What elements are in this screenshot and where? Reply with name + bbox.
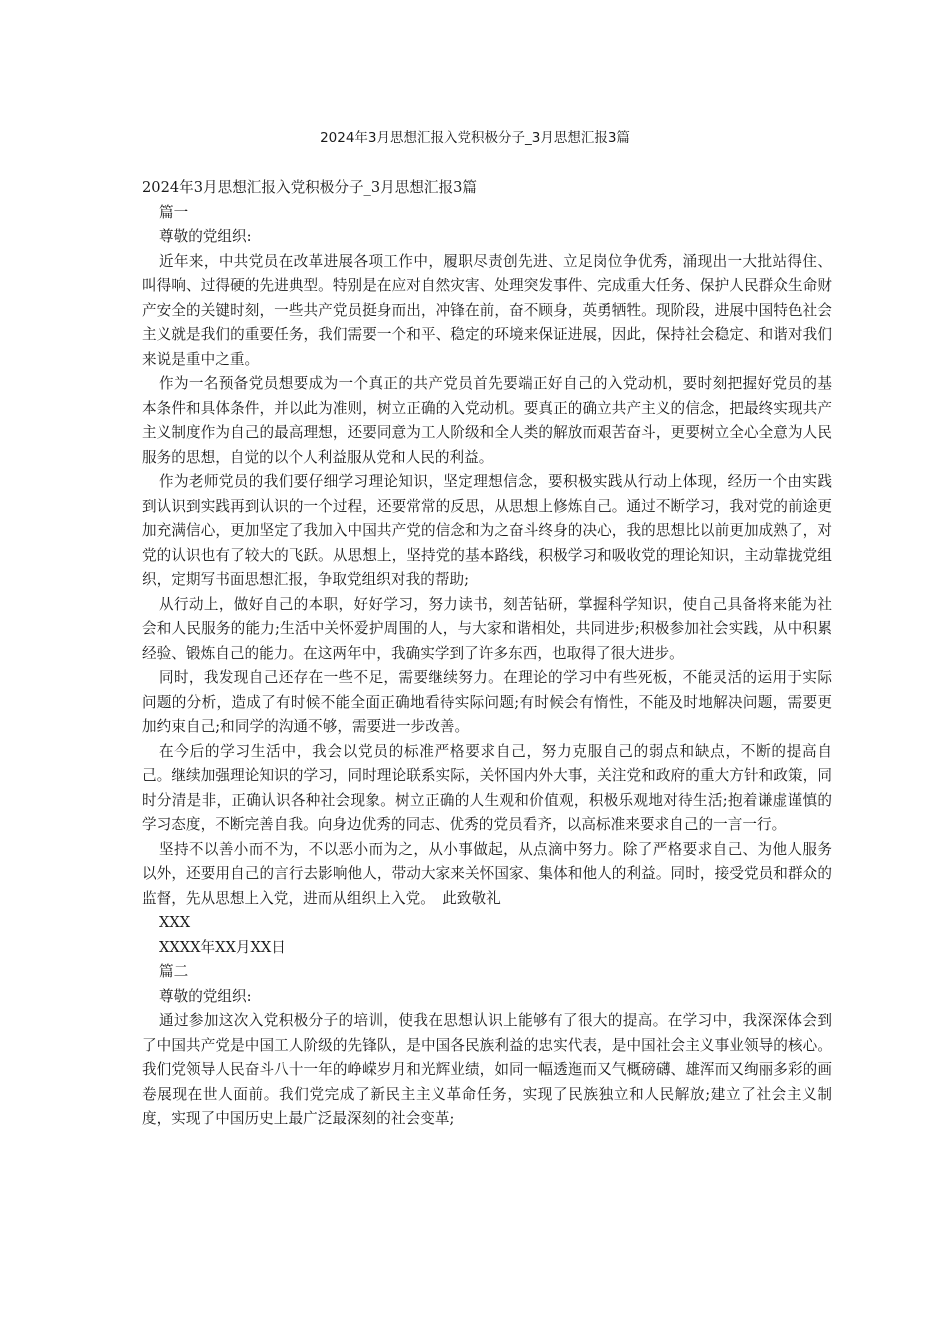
salutation: 尊敬的党组织: [159, 228, 252, 245]
document-title: 2024年3月思想汇报入党积极分子_3月思想汇报3篇 [320, 130, 630, 146]
signature: XXX [159, 914, 191, 931]
paragraph: 通过参加这次入党积极分子的培训，使我在思想认识上能够有了很大的提高。在学习中，我深深体会到了中国共产党是中国工人阶级的先锋队，是中国各民族利益的忠实代表，是中国社会主义事业领导的核心。我们党领导人民奋斗八十一年的峥嵘岁月和光辉业绩，如同一幅透迤而又气概磅礴、雄浑而又绚丽多彩的画卷展现在世人面前。我们党完成了新民主主义革命任务，实现了民族独立和人民解放;建立了社会主义制度，实现了中国历史上最广泛最深刻的社会变革; [142, 1012, 832, 1127]
section-heading: 篇一 [159, 203, 189, 221]
paragraph: 作为一名预备党员想要成为一个真正的共产党员首先要端正好自己的入党动机，要时刻把握好党员的基本条件和具体条件，并以此为准则，树立正确的入党动机。要真正的确立共产主义的信念，把最终实现共产主义制度作为自己的最高理想，还要同意为工人阶级和全人类的解放而艰苦奋斗，更要树立全心全意为人民服务的思想，自觉的以个人利益服从党和人民的利益。 [142, 375, 832, 466]
document-subtitle: 2024年3月思想汇报入党积极分子_3月思想汇报3篇 [142, 179, 477, 196]
date-line: XXXX年XX月XX日 [159, 938, 286, 956]
paragraph: 坚持不以善小而不为，不以恶小而为之，从小事做起，从点滴中努力。除了严格要求自己、为他人服务以外，还要用自己的言行去影响他人，带动大家来关怀国家、集体和他人的利益。同时，接受党员和群众的监督，先从思想上入党，进而从组织上入党。 此致敬礼 [142, 840, 832, 907]
paragraph: 同时，我发现自己还存在一些不足，需要继续努力。在理论的学习中有些死板，不能灵活的运用于实际问题的分析，造成了有时候不能全面正确地看待实际问题;有时候会有惰性，不能及时地解决问题，需要更加约束自己;和同学的沟通不够，需要进一步改善。 [142, 669, 832, 735]
document-body [142, 176, 832, 1132]
salutation: 尊敬的党组织: [159, 987, 252, 1005]
paragraph: 作为老师党员的我们要仔细学习理论知识，坚定理想信念，要积极实践从行动上体现，经历一个由实践到认识到实践再到认识的一个过程，还要常常的反思，从思想上修炼自己。通过不断学习，我对党的前途更加充满信心，更加坚定了我加入中国共产党的信念和为之奋斗终身的决心，我的思想比以前更加成熟了，对党的认识也有了较大的飞跃。从思想上，坚持党的基本路线，积极学习和吸收党的理论知识，主动靠拢党组织，定期写书面思想汇报，争取党组织对我的帮助; [142, 473, 832, 588]
paragraph: 在今后的学习生活中，我会以党员的标准严格要求自己，努力克服自己的弱点和缺点，不断的提高自己。继续加强理论知识的学习，同时理论联系实际，关怀国内外大事，关注党和政府的重大方针和政策，同时分清是非，正确认识各种社会现象。树立正确的人生观和价值观，积极乐观地对待生活;抱着谦虚谨慎的学习态度，不断完善自我。向身边优秀的同志、优秀的党员看齐，以高标准来要求自己的一言一行。 [142, 742, 832, 833]
section-heading: 篇二 [159, 963, 189, 980]
paragraph: 从行动上，做好自己的本职，好好学习，努力读书，刻苦钻研，掌握科学知识，使自己具备将来能为社会和人民服务的能力;生活中关怀爱护周围的人，与大家和谐相处，共同进步;积极参加社会实践，从中积累经验、锻炼自己的能力。在这两年中，我确实学到了许多东西，也取得了很大进步。 [142, 595, 832, 662]
paragraph: 近年来，中共党员在改革进展各项工作中，履职尽责创先进、立足岗位争优秀，涌现出一大批站得住、叫得响、过得硬的先进典型。特别是在应对自然灾害、处理突发事件、完成重大任务、保护人民群众生命财产安全的关键时刻，一些共产党员挺身而出，冲锋在前，奋不顾身，英勇牺牲。现阶段，进展中国特色社会主义就是我们的重要任务，我们需要一个和平、稳定的环境来保证进展，因此，保持社会稳定、和谐对我们来说是重中之重。 [142, 252, 832, 368]
document-page [142, 0, 832, 1344]
